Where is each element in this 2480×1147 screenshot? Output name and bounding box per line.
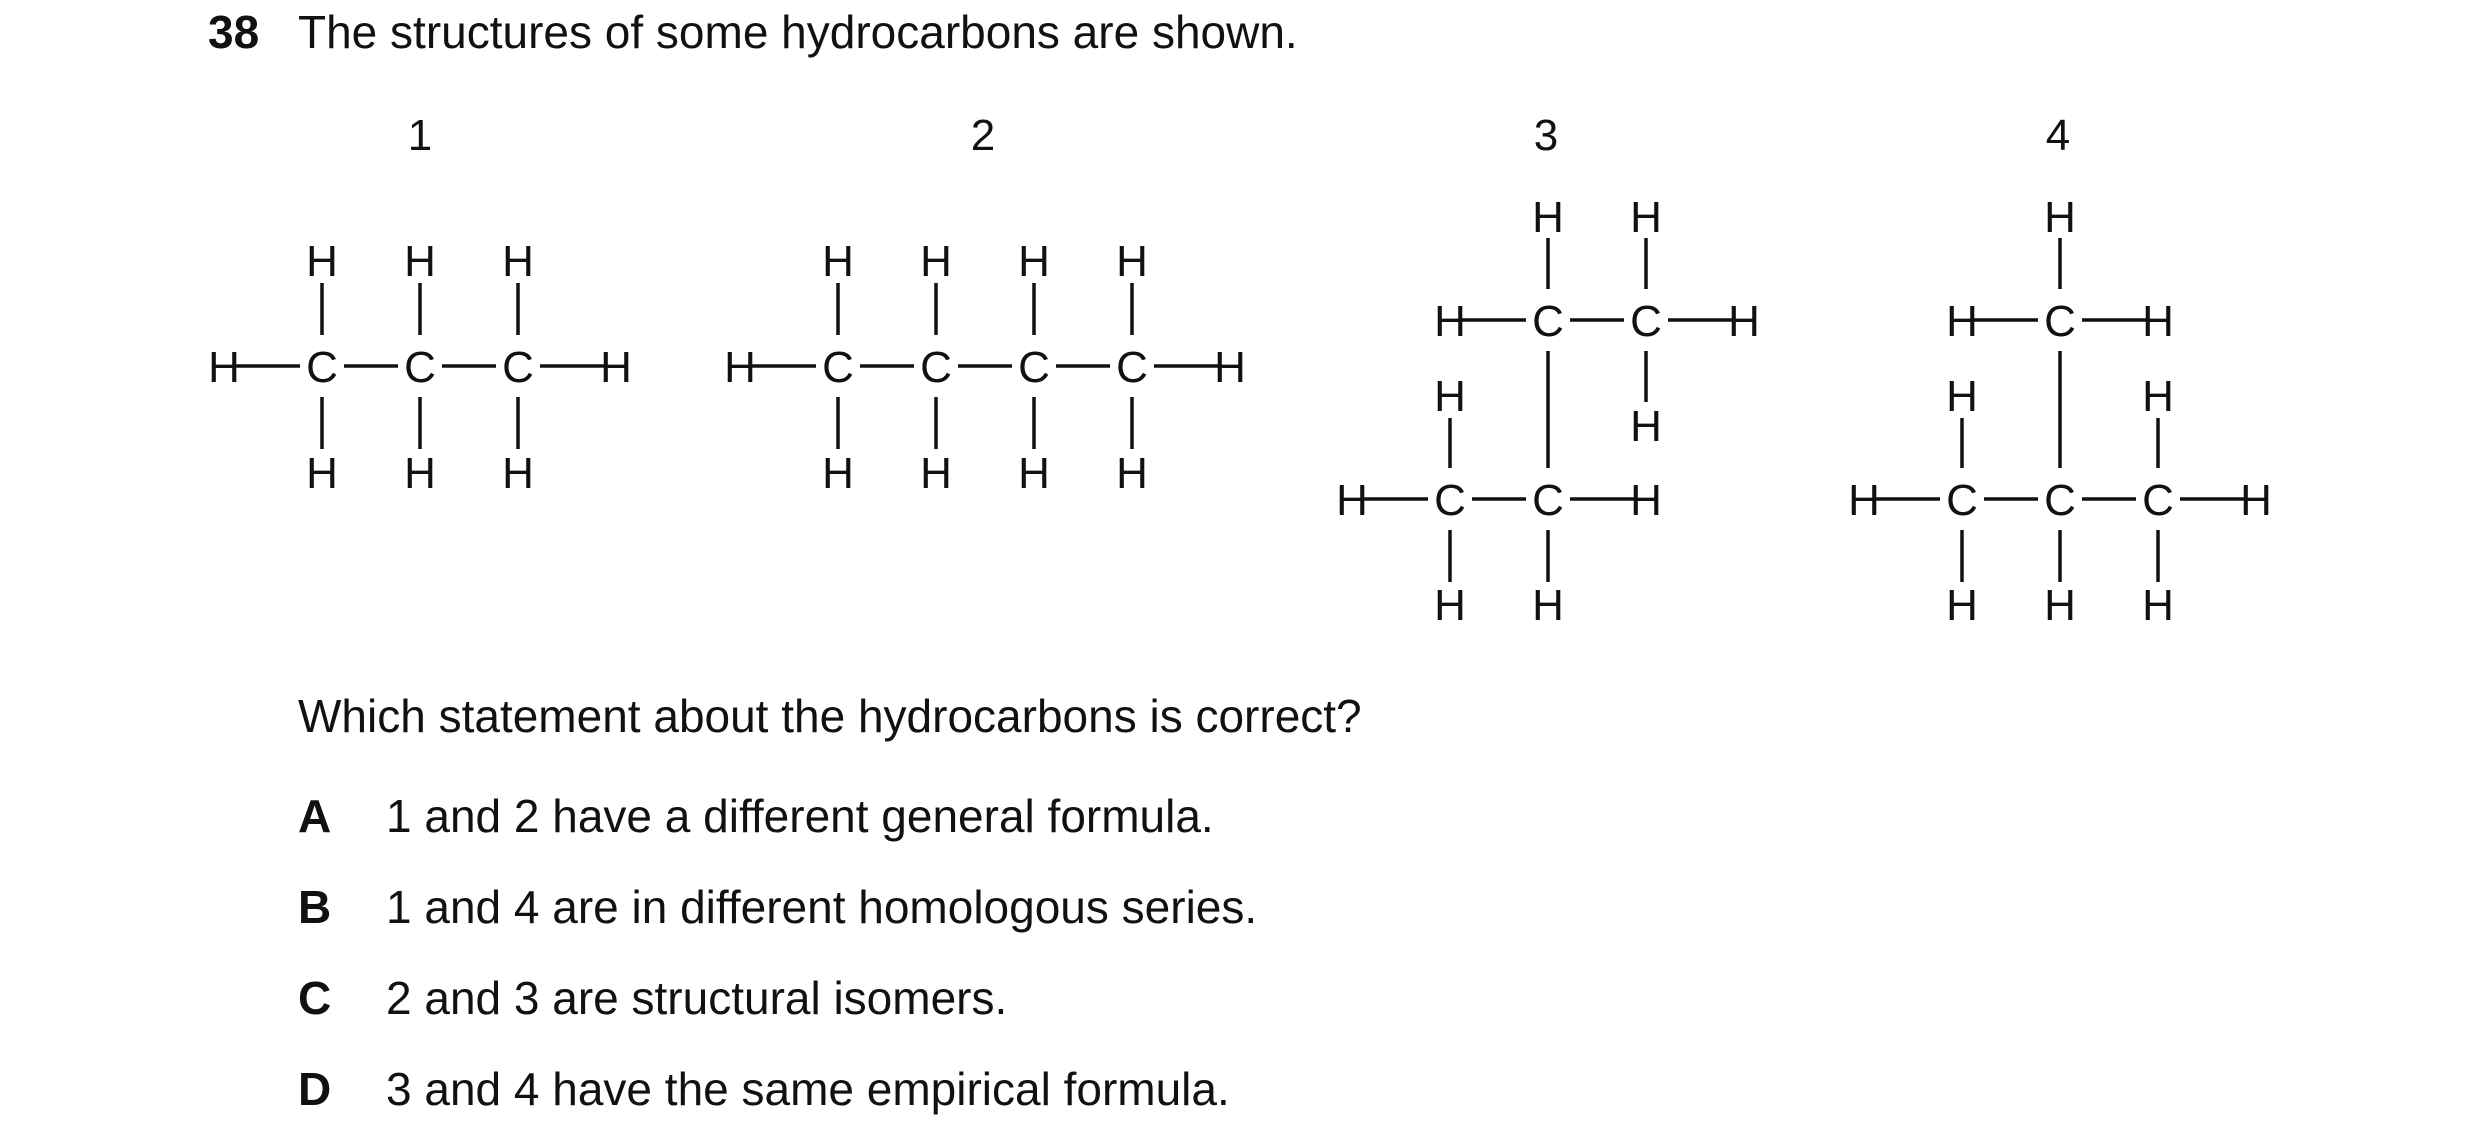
atom-h: H <box>920 237 952 286</box>
atom-h: H <box>1434 372 1466 421</box>
option-letter: C <box>298 972 332 1024</box>
atom-c: C <box>1946 476 1978 525</box>
atom-h: H <box>1018 449 1050 498</box>
atom-h: H <box>1728 297 1760 346</box>
atom-h: H <box>1532 581 1564 630</box>
question-stem: The structures of some hydrocarbons are shown. <box>298 6 1298 58</box>
structure-label-3: 3 <box>1533 111 1559 160</box>
atom-h: H <box>920 449 952 498</box>
question-prompt: Which statement about the hydrocarbons is correct? <box>298 690 1362 742</box>
structure-label-1: 1 <box>407 111 433 160</box>
atom-h: H <box>1336 476 1368 525</box>
atom-h: H <box>1630 476 1662 525</box>
atom-c: C <box>404 343 436 392</box>
option-letter: D <box>298 1063 332 1115</box>
atom-h: H <box>1532 193 1564 242</box>
atom-c: C <box>2142 476 2174 525</box>
atom-c: C <box>822 343 854 392</box>
option-letter: A <box>298 790 332 842</box>
atom-c: C <box>1018 343 1050 392</box>
question-number: 38 <box>208 6 260 58</box>
atom-h: H <box>822 237 854 286</box>
atom-c: C <box>1434 476 1466 525</box>
structure-label-4: 4 <box>2045 111 2071 160</box>
atom-h: H <box>2142 372 2174 421</box>
structure-2 <box>724 237 1246 498</box>
atom-h: H <box>306 237 338 286</box>
atom-h: H <box>724 343 756 392</box>
atom-c: C <box>1532 476 1564 525</box>
atom-h: H <box>1434 297 1466 346</box>
structure-3 <box>1336 193 1760 630</box>
atom-h: H <box>1018 237 1050 286</box>
atom-h: H <box>1946 581 1978 630</box>
structure-label-2: 2 <box>970 111 996 160</box>
atom-h: H <box>1214 343 1246 392</box>
atom-h: H <box>2240 476 2272 525</box>
atom-c: C <box>920 343 952 392</box>
atom-c: C <box>1532 297 1564 346</box>
atom-h: H <box>2142 297 2174 346</box>
atom-h: H <box>600 343 632 392</box>
atom-h: H <box>1848 476 1880 525</box>
structure-1 <box>208 237 632 498</box>
atom-h: H <box>502 237 534 286</box>
atom-h: H <box>1946 297 1978 346</box>
option-text: 2 and 3 are structural isomers. <box>386 972 1008 1024</box>
atom-h: H <box>1434 581 1466 630</box>
option-text: 1 and 4 are in different homologous series. <box>386 881 1258 933</box>
atom-h: H <box>1116 449 1148 498</box>
atom-h: H <box>2142 581 2174 630</box>
atom-c: C <box>2044 297 2076 346</box>
atom-h: H <box>2044 193 2076 242</box>
atom-c: C <box>2044 476 2076 525</box>
atom-c: C <box>306 343 338 392</box>
option-letter: B <box>298 881 332 933</box>
option-text: 3 and 4 have the same empirical formula. <box>386 1063 1230 1115</box>
atom-h: H <box>404 237 436 286</box>
atom-h: H <box>404 449 436 498</box>
atom-h: H <box>502 449 534 498</box>
atom-h: H <box>208 343 240 392</box>
atom-h: H <box>1946 372 1978 421</box>
option-text: 1 and 2 have a different general formula. <box>386 790 1214 842</box>
atom-h: H <box>1630 402 1662 451</box>
atom-h: H <box>306 449 338 498</box>
atom-c: C <box>1630 297 1662 346</box>
atom-c: C <box>1116 343 1148 392</box>
atom-c: C <box>502 343 534 392</box>
atom-h: H <box>2044 581 2076 630</box>
structure-4 <box>1848 193 2272 630</box>
atom-h: H <box>1116 237 1148 286</box>
atom-h: H <box>1630 193 1662 242</box>
atom-h: H <box>822 449 854 498</box>
